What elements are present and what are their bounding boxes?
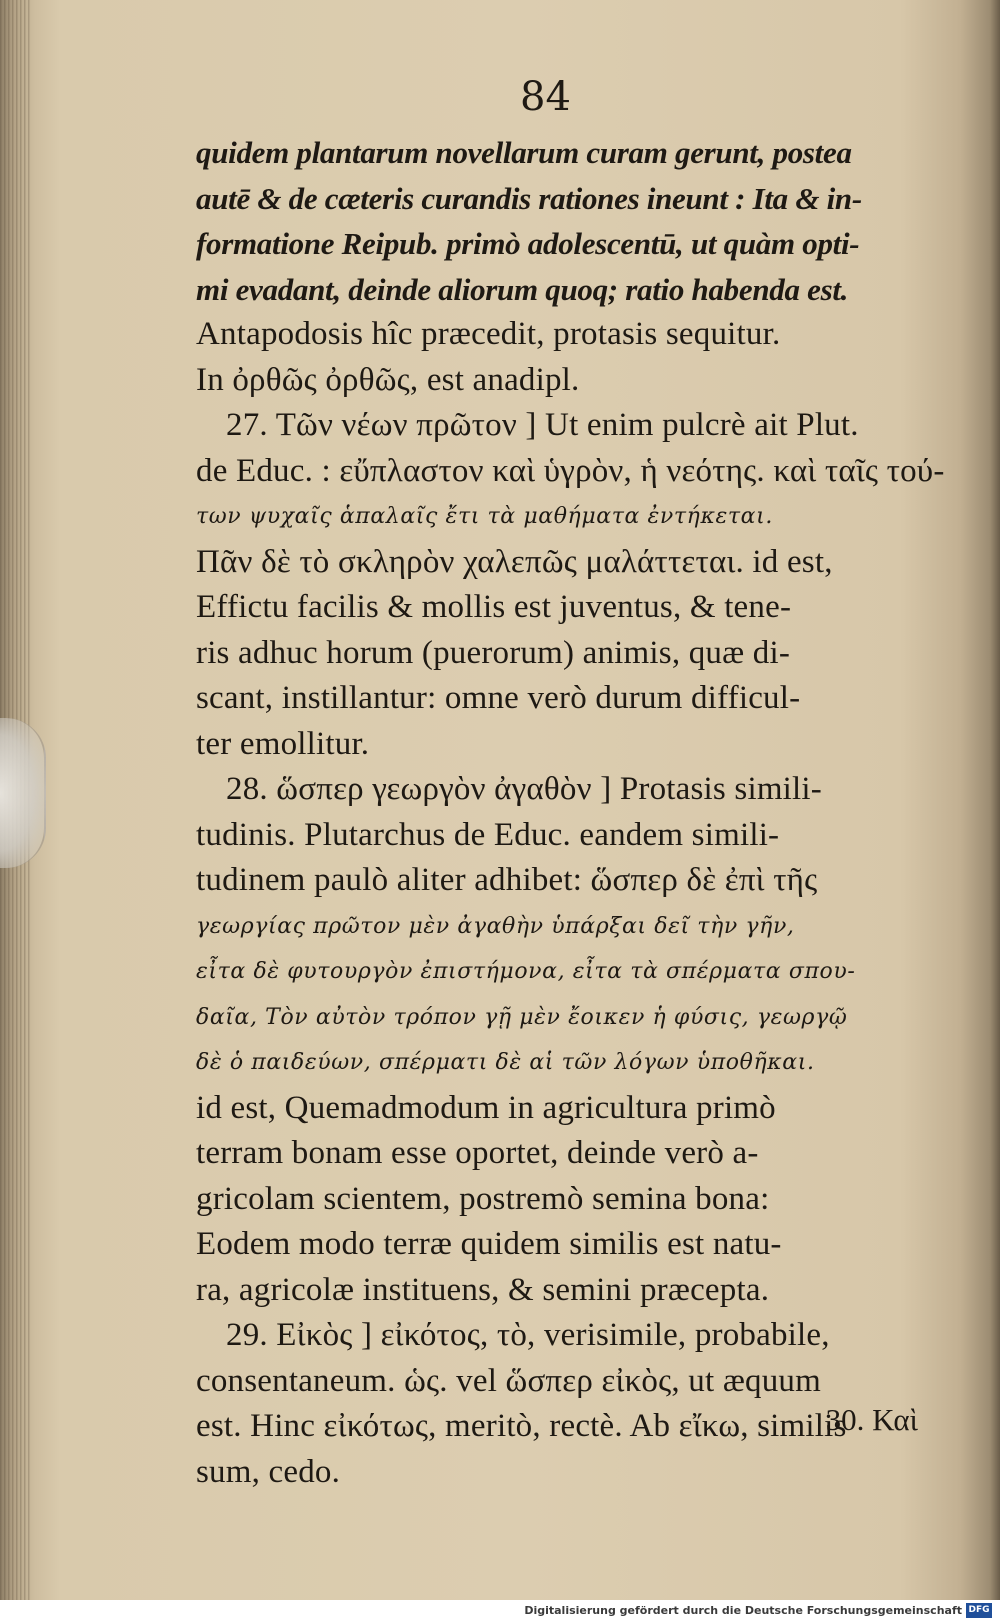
text-line: scant, instillantur: omne verò durum difficul-: [196, 680, 801, 716]
text-line: δαῖα, Τὸν αὐτὸν τρόπον γῇ μὲν ἔοικεν ἡ φύσις, γεωργῷ: [196, 1004, 848, 1030]
text-line: formatione Reipub. primò adolescentū, ut quàm opti-: [196, 226, 860, 261]
text-line: est. Hinc εἰκότως, meritò, rectè. Ab εἴκω, similis: [196, 1408, 847, 1444]
text-line: 29. Εἰκὸς ] εἰκότος, τὸ, verisimile, probabile,: [226, 1317, 830, 1353]
text-line: 28. ὥσπερ γεωργὸν ἀγαθὸν ] Protasis simili-: [226, 771, 822, 807]
text-line: Effictu facilis & mollis est juventus, & tene-: [196, 589, 792, 625]
text-line: γεωργίας πρῶτον μὲν ἀγαθὴν ὑπάρξαι δεῖ τὴν γῆν,: [196, 913, 795, 939]
text-line: Πᾶν δὲ τὸ σκληρὸν χαλεπῶς μαλάττεται. id est,: [196, 543, 833, 580]
text-line: Eodem modo terræ quidem similis est natu-: [196, 1226, 782, 1262]
text-line: tudinis. Plutarchus de Educ. eandem simili-: [196, 816, 780, 853]
scanner-clip: [0, 718, 46, 868]
page-number: 84: [520, 74, 571, 120]
text-line: gricolam scientem, postremò semina bona:: [196, 1180, 770, 1217]
text-line: id est, Quemadmodum in agricultura primò: [196, 1089, 776, 1126]
text-line: terram bonam esse oportet, deinde verò a-: [196, 1135, 759, 1171]
text-line: mi evadant, deinde aliorum quoq; ratio habenda est.: [196, 271, 849, 307]
text-line: ter emollitur.: [196, 725, 370, 762]
text-line: 27. Τῶν νέων πρῶτον ] Ut enim pulcrè ait Plut.: [226, 407, 859, 443]
footer-bar: [0, 1600, 1000, 1622]
dfg-logo-badge: DFG: [966, 1603, 992, 1618]
text-line: quidem plantarum novellarum curam gerunt, postea: [196, 135, 852, 170]
text-line: tudinem paulò aliter adhibet: ὥσπερ δὲ ἐπὶ τῆς: [196, 862, 818, 898]
text-line: εἶτα δὲ φυτουργὸν ἐπιστήμονα, εἶτα τὰ σπέρματα σπου-: [196, 959, 856, 984]
text-line: In ὀρθῶς ὀρθῶς, est anadipl.: [196, 361, 580, 398]
text-line: των ψυχαῖς ἁπαλαῖς ἔτι τὰ μαθήματα ἐντήκεται.: [196, 504, 773, 529]
text-line: consentaneum. ὡς. vel ὥσπερ εἰκὸς, ut æquum: [196, 1362, 821, 1399]
funding-notice: Digitalisierung gefördert durch die Deutsche Forschungsgemeinschaft: [524, 1604, 962, 1617]
text-line: sum, cedo.: [196, 1453, 341, 1490]
text-line: Antapodosis hîc præcedit, protasis sequitur.: [196, 316, 781, 352]
text-line: de Educ. : εὔπλαστον καὶ ὑγρὸν, ἡ νεότης. καὶ ταῖς τού-: [196, 452, 945, 489]
text-line: ris adhuc horum (puerorum) animis, quæ di-: [196, 634, 791, 671]
text-line: δὲ ὁ παιδεύων, σπέρματι δὲ αἱ τῶν λόγων ὑποθῆκαι.: [196, 1050, 815, 1075]
text-block: [196, 130, 945, 1495]
text-line: autē & de cæteris curandis rationes ineunt : Ita & in-: [196, 180, 862, 216]
catchword: 30. Καὶ: [825, 1402, 918, 1437]
text-line: ra, agricolæ instituens, & semini præcepta.: [196, 1271, 770, 1308]
